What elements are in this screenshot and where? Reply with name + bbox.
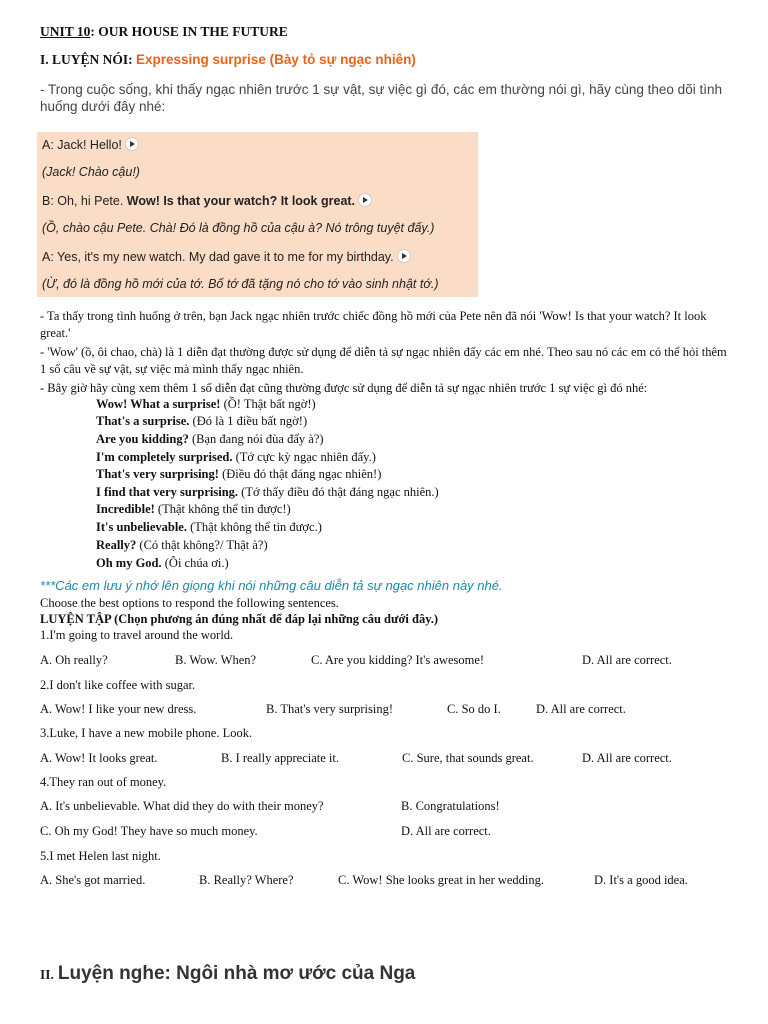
expression-vi: (Bạn đang nói đùa đấy à?)	[188, 432, 324, 446]
question-2: 2.I don't like coffee with sugar.	[40, 678, 196, 692]
play-audio-icon[interactable]	[358, 193, 372, 207]
dialog-line-3-highlight: Wow! Is that your watch? It look great.	[126, 194, 356, 208]
unit-heading	[40, 24, 288, 40]
intonation-note: ***Các em lưu ý nhớ lên giọng khi nói những câu diễn tả sự ngạc nhiên này nhé.	[40, 578, 503, 593]
option-3b[interactable]: B. I really appreciate it.	[221, 751, 339, 765]
expression-en: Wow! What a surprise!	[96, 397, 221, 411]
unit-title: : OUR HOUSE IN THE FUTURE	[90, 24, 288, 39]
explanation-paragraph-1: - Ta thấy trong tình huống ở trên, bạn Jack ngạc nhiên trước chiếc đồng hồ mới của Pete nên đã nói 'Wow! Is that your watch? It look great.'	[40, 309, 707, 340]
dialog-line-2: (Jack! Chào cậu!)	[42, 165, 140, 179]
section-2-heading	[40, 963, 415, 985]
expression-vi: (Ồ! Thật bất ngờ!)	[220, 397, 316, 411]
expression-item	[96, 397, 316, 412]
question-4: 4.They ran out of money.	[40, 775, 167, 789]
expression-item	[96, 414, 307, 429]
option-5b[interactable]: B. Really? Where?	[199, 873, 294, 887]
expression-item	[96, 432, 324, 447]
option-2a[interactable]: A. Wow! I like your new dress.	[40, 702, 197, 716]
expression-vi: (Ôi chúa ơi.)	[161, 556, 229, 570]
expression-item	[96, 520, 322, 535]
expression-vi: (Điều đó thật đáng ngạc nhiên!)	[218, 467, 382, 481]
dialog-line-4: (Ồ, chào cậu Pete. Chà! Đó là đồng hồ của cậu à? Nó trông tuyệt đấy.)	[42, 221, 435, 235]
expression-vi: (Tớ cực kỳ ngạc nhiên đấy.)	[232, 450, 376, 464]
dialog-line-3	[42, 193, 372, 208]
expression-vi: (Tớ thấy điều đó thật đáng ngạc nhiên.)	[238, 485, 439, 499]
play-audio-icon[interactable]	[397, 249, 411, 263]
option-5a[interactable]: A. She's got married.	[40, 873, 146, 887]
option-4a[interactable]: A. It's unbelievable. What did they do with their money?	[40, 799, 324, 813]
option-1c[interactable]: C. Are you kidding? It's awesome!	[311, 653, 485, 667]
expression-item	[96, 450, 376, 465]
play-audio-icon[interactable]	[125, 137, 139, 151]
option-1b[interactable]: B. Wow. When?	[175, 653, 257, 667]
option-4b[interactable]: B. Congratulations!	[401, 799, 500, 813]
expression-en: Incredible!	[96, 502, 155, 516]
option-4d[interactable]: D. All are correct.	[401, 824, 491, 838]
expression-item	[96, 538, 268, 553]
question-5: 5.I met Helen last night.	[40, 849, 161, 863]
expression-en: I find that very surprising.	[96, 485, 239, 499]
expression-en: Oh my God.	[96, 556, 162, 570]
dialog-line-5-text: A: Yes, it's my new watch. My dad gave it to me for my birthday.	[42, 250, 394, 264]
expression-item	[96, 485, 439, 500]
exercise-instruction: Choose the best options to respond the following sentences.	[40, 596, 339, 610]
explanation-paragraph-3: - Bây giờ hãy cùng xem thêm 1 số diễn đạt cũng thường được sử dụng để diễn tả sự ngạc nhiên trước 1 sự việc gì đó nhé:	[40, 381, 648, 395]
question-3: 3.Luke, I have a new mobile phone. Look.	[40, 726, 253, 740]
dialog-line-1	[42, 137, 139, 152]
dialog-line-5	[42, 249, 411, 264]
option-2c[interactable]: C. So do I.	[447, 702, 501, 716]
expression-vi: (Thật không thể tin được!)	[154, 502, 291, 516]
option-2b[interactable]: B. That's very surprising!	[266, 702, 394, 716]
expression-vi: (Có thật không?/ Thật à?)	[136, 538, 268, 552]
dialog-line-3-speaker: B: Oh, hi Pete.	[42, 194, 127, 208]
option-1d[interactable]: D. All are correct.	[582, 653, 672, 667]
exercise-title: LUYỆN TẬP (Chọn phương án đúng nhất để đáp lại những câu dưới đây.)	[40, 612, 439, 626]
expression-en: Are you kidding?	[96, 432, 189, 446]
option-4c[interactable]: C. Oh my God! They have so much money.	[40, 824, 258, 838]
expression-en: That's a surprise.	[96, 414, 190, 428]
option-1a[interactable]: A. Oh really?	[40, 653, 108, 667]
option-2d[interactable]: D. All are correct.	[536, 702, 626, 716]
expression-item	[96, 467, 381, 482]
dialog-box	[37, 132, 478, 297]
dialog-line-1-text: A: Jack! Hello!	[42, 138, 122, 152]
section-2-number: II.	[40, 967, 54, 982]
expression-vi: (Đó là 1 điều bất ngờ!)	[189, 414, 308, 428]
option-5c[interactable]: C. Wow! She looks great in her wedding.	[338, 873, 545, 887]
option-5d[interactable]: D. It's a good idea.	[594, 873, 688, 887]
option-3c[interactable]: C. Sure, that sounds great.	[402, 751, 534, 765]
expression-item	[96, 556, 229, 571]
section-1-intro: - Trong cuộc sống, khi thấy ngạc nhiên trước 1 sự vật, sự việc gì đó, các em thường nói gì, hãy cùng theo dõi tình huống dưới đây nhé:	[40, 82, 722, 114]
expression-en: I'm completely surprised.	[96, 450, 233, 464]
explanation-paragraph-2: - 'Wow' (ồ, ôi chao, chà) là 1 diễn đạt thường được sử dụng để diễn tả sự ngạc nhiên đấy các em nhé. Theo sau nó các em có thể hỏi thêm 1 số câu về sự vật, sự việc mà mình thấy ngạc nhiên.	[40, 345, 727, 376]
section-1-topic: Expressing surprise (Bày tỏ sự ngạc nhiên)	[136, 52, 416, 67]
expression-en: It's unbelievable.	[96, 520, 187, 534]
dialog-line-6: (Ừ, đó là đồng hồ mới của tớ. Bố tớ đã tặng nó cho tớ vào sinh nhật tớ.)	[42, 277, 439, 291]
expression-en: That's very surprising!	[96, 467, 219, 481]
section-2-title: Luyện nghe: Ngôi nhà mơ ước của Nga	[57, 963, 416, 984]
section-1-heading	[40, 52, 416, 68]
expression-en: Really?	[96, 538, 137, 552]
expression-item	[96, 502, 291, 517]
question-1: 1.I'm going to travel around the world.	[40, 628, 234, 642]
expression-vi: (Thật không thể tin được.)	[187, 520, 322, 534]
section-1-label: I. LUYỆN NÓI:	[40, 52, 137, 67]
unit-label: UNIT 10	[40, 24, 91, 39]
option-3d[interactable]: D. All are correct.	[582, 751, 672, 765]
option-3a[interactable]: A. Wow! It looks great.	[40, 751, 158, 765]
